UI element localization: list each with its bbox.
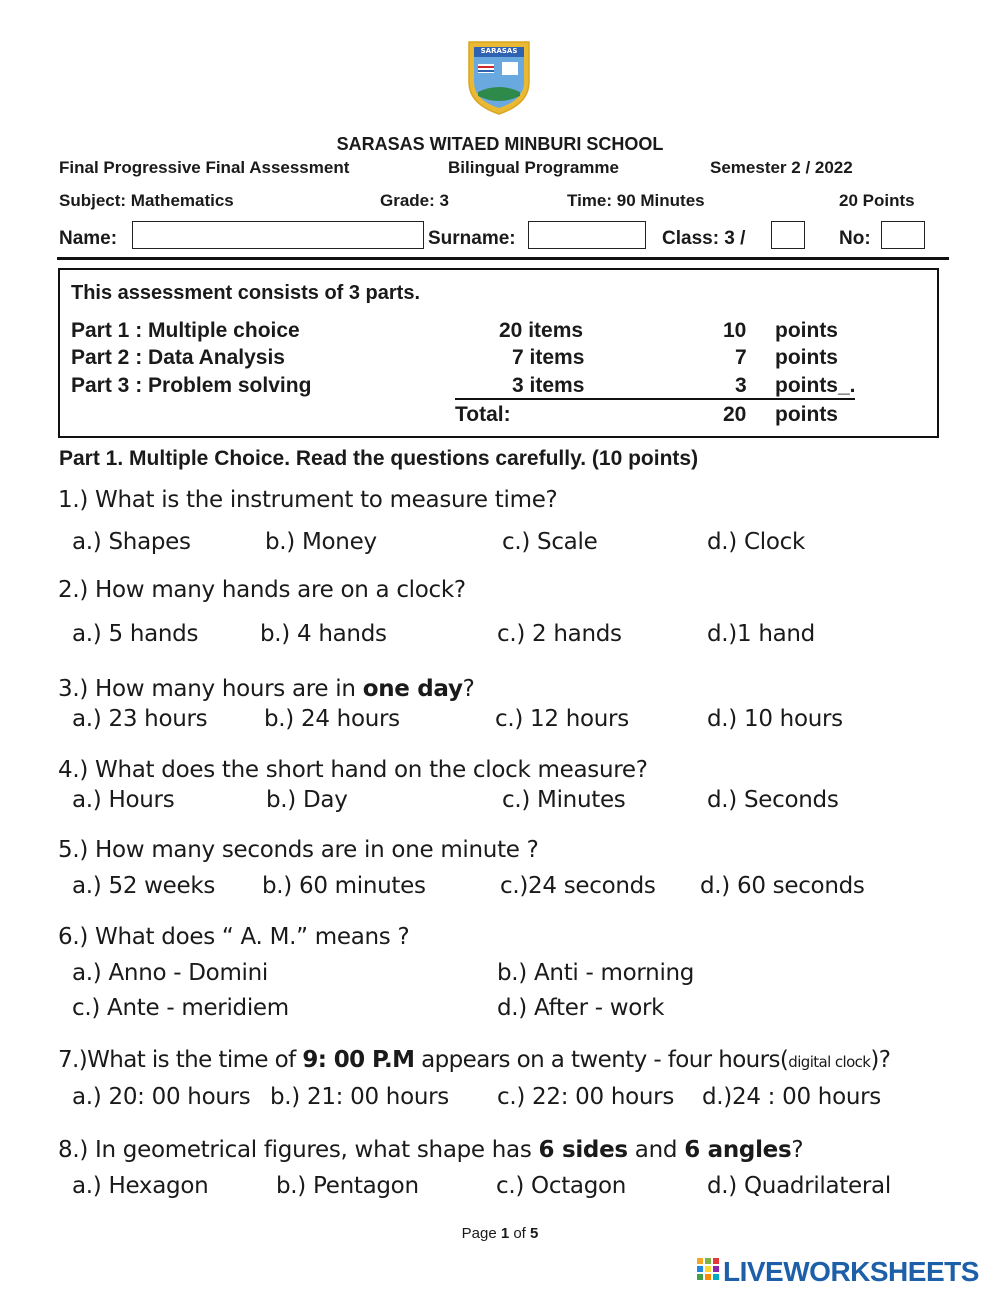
total-underline <box>455 398 855 400</box>
q4-option-d[interactable]: d.) Seconds <box>707 787 839 813</box>
q2-option-a[interactable]: a.) 5 hands <box>72 621 199 647</box>
page-pre: Page <box>461 1225 501 1242</box>
page-current: 1 <box>500 1225 510 1242</box>
part2-items: 7 items <box>512 346 585 369</box>
q2-option-b[interactable]: b.) 4 hands <box>260 621 387 647</box>
school-logo <box>466 40 532 116</box>
part3-unit: points_. <box>775 374 856 397</box>
total-points: 20 <box>723 403 747 426</box>
class-field[interactable] <box>771 221 805 249</box>
q8-option-d[interactable]: d.) Quadrilateral <box>707 1173 891 1199</box>
q8-option-c[interactable]: c.) Octagon <box>496 1173 627 1199</box>
logo-text: SARASAS <box>480 47 518 55</box>
q6-option-c[interactable]: c.) Ante - meridiem <box>72 995 289 1021</box>
q8-option-b[interactable]: b.) Pentagon <box>276 1173 419 1199</box>
part1-name: Part 1 : Multiple choice <box>71 319 300 342</box>
header-divider <box>57 257 949 260</box>
q5-option-a[interactable]: a.) 52 weeks <box>72 873 216 899</box>
school-name: SARASAS WITAED MINBURI SCHOOL <box>336 134 664 154</box>
question-6: 6.) What does “ A. M.” means ? <box>58 924 410 950</box>
q5-option-b[interactable]: b.) 60 minutes <box>262 873 426 899</box>
q1-option-a[interactable]: a.) Shapes <box>72 529 191 555</box>
question-8 <box>58 1137 803 1163</box>
q4-option-c[interactable]: c.) Minutes <box>502 787 626 813</box>
q8-text-pre: 8.) In geometrical figures, what shape has <box>58 1137 539 1163</box>
subject-label: Subject: Mathematics <box>59 191 234 210</box>
question-3 <box>58 676 475 702</box>
q7-option-a[interactable]: a.) 20: 00 hours <box>72 1084 251 1110</box>
part3-name: Part 3 : Problem solving <box>71 374 312 397</box>
q5-option-d[interactable]: d.) 60 seconds <box>700 873 865 899</box>
page-total: 5 <box>530 1225 539 1242</box>
q7-text-pre: 7.)What is the time of <box>58 1047 303 1073</box>
part1-title: Part 1. Multiple Choice. Read the questions carefully. (10 points) <box>59 447 699 470</box>
q7-text-post: )? <box>870 1047 891 1073</box>
brand-grid-icon <box>697 1258 719 1284</box>
question-4: 4.) What does the short hand on the clock measure? <box>58 757 648 783</box>
grade-label: Grade: 3 <box>380 191 449 210</box>
points-label: 20 Points <box>839 191 915 210</box>
q6-option-a[interactable]: a.) Anno - Domini <box>72 960 269 986</box>
name-label: Name: <box>59 228 118 249</box>
no-label: No: <box>839 228 871 249</box>
q7-option-c[interactable]: c.) 22: 00 hours <box>497 1084 675 1110</box>
q3-option-a[interactable]: a.) 23 hours <box>72 706 208 732</box>
page-number <box>0 1225 1000 1242</box>
part1-unit: points <box>775 319 838 342</box>
question-1: 1.) What is the instrument to measure time? <box>58 487 558 513</box>
brand-text: LIVEWORKSHEETS <box>723 1256 979 1287</box>
part2-name: Part 2 : Data Analysis <box>71 346 285 369</box>
q7-option-d[interactable]: d.)24 : 00 hours <box>702 1084 881 1110</box>
q7-text-mid: appears on a twenty - four hours( <box>414 1047 789 1073</box>
q7-text-bold: 9: 00 P.M <box>302 1047 415 1073</box>
q5-option-c[interactable]: c.)24 seconds <box>500 873 656 899</box>
assessment-title: Final Progressive Final Assessment <box>59 158 350 177</box>
time-label: Time: 90 Minutes <box>567 191 705 210</box>
name-field[interactable] <box>132 221 424 249</box>
q7-text-small: digital clock <box>788 1053 871 1071</box>
part2-unit: points <box>775 346 838 369</box>
programme-label: Bilingual Programme <box>448 158 619 177</box>
q8-text-bold2: 6 angles <box>684 1137 792 1163</box>
q3-text-post: ? <box>462 676 475 702</box>
q8-text-post: ? <box>791 1137 804 1163</box>
q3-option-b[interactable]: b.) 24 hours <box>264 706 400 732</box>
q4-option-a[interactable]: a.) Hours <box>72 787 175 813</box>
part3-points: 3 <box>735 374 747 397</box>
q1-option-c[interactable]: c.) Scale <box>502 529 598 555</box>
surname-field[interactable] <box>528 221 646 249</box>
q7-option-b[interactable]: b.) 21: 00 hours <box>270 1084 449 1110</box>
question-5: 5.) How many seconds are in one minute ? <box>58 837 539 863</box>
q6-option-b[interactable]: b.) Anti - morning <box>497 960 695 986</box>
q1-option-b[interactable]: b.) Money <box>265 529 377 555</box>
part2-points: 7 <box>735 346 747 369</box>
page-mid: of <box>509 1225 531 1242</box>
question-7 <box>58 1047 890 1073</box>
q8-option-a[interactable]: a.) Hexagon <box>72 1173 209 1199</box>
q3-text-pre: 3.) How many hours are in <box>58 676 363 702</box>
q2-option-c[interactable]: c.) 2 hands <box>497 621 622 647</box>
q1-option-d[interactable]: d.) Clock <box>707 529 805 555</box>
q2-option-d[interactable]: d.)1 hand <box>707 621 815 647</box>
total-unit: points <box>775 403 838 426</box>
no-field[interactable] <box>881 221 925 249</box>
q3-text-bold: one day <box>362 676 463 702</box>
total-label: Total: <box>455 403 511 426</box>
part1-points: 10 <box>723 319 747 342</box>
part3-items: 3 items <box>512 374 585 397</box>
surname-label: Surname: <box>428 228 516 249</box>
q3-option-c[interactable]: c.) 12 hours <box>495 706 629 732</box>
class-label: Class: 3 / <box>662 228 746 249</box>
q6-option-d[interactable]: d.) After - work <box>497 995 665 1021</box>
question-2: 2.) How many hands are on a clock? <box>58 577 466 603</box>
q4-option-b[interactable]: b.) Day <box>266 787 348 813</box>
q8-text-bold: 6 sides <box>538 1137 628 1163</box>
part1-items: 20 items <box>499 319 584 342</box>
q8-text-mid: and <box>627 1137 685 1163</box>
summary-intro: This assessment consists of 3 parts. <box>71 282 421 304</box>
q3-option-d[interactable]: d.) 10 hours <box>707 706 843 732</box>
semester-label: Semester 2 / 2022 <box>710 158 853 177</box>
